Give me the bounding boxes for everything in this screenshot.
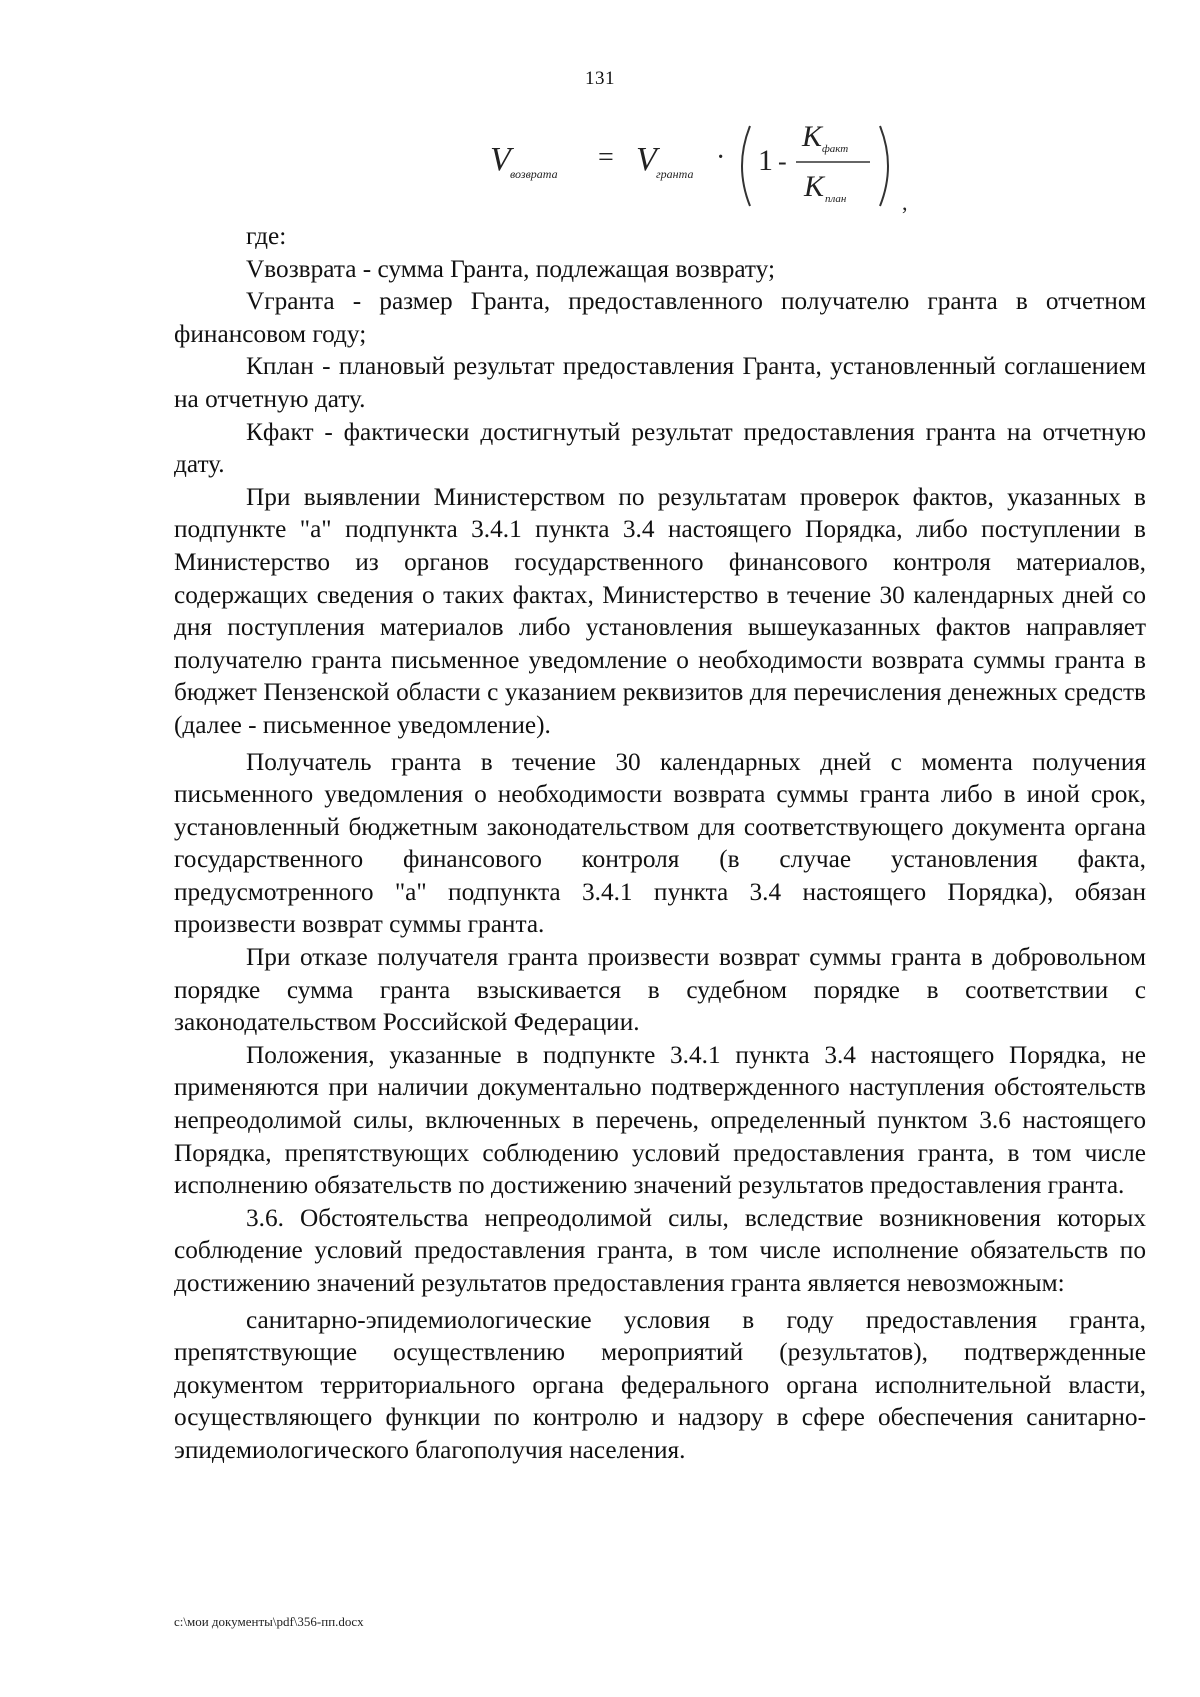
formula-numerator-symbol: K: [802, 120, 823, 153]
paragraph-refusal: При отказе получателя гранта произвести возврат суммы гранта в добровольном порядке сумма гранта взыскивается в судебном порядке в соответствии с законодательством Российской Федерации.: [174, 943, 1146, 1037]
document-body: [174, 220, 1146, 1467]
paragraph-k-fact: Кфакт - фактически достигнутый результат предоставления гранта на отчетную дату.: [174, 417, 1146, 479]
formula-one: 1: [758, 144, 773, 177]
formula-lhs-symbol: V: [490, 141, 511, 178]
formula-right-paren: [880, 126, 888, 206]
paragraph-v-grant: Vгранта - размер Гранта, предоставленного получателю гранта в отчетном финансовом году;: [174, 287, 1146, 348]
formula-times: ·: [716, 142, 726, 173]
paragraph-grant-return: Получатель гранта в течение 30 календарных дней с момента получения письменного уведомления о необходимости возврата суммы гранта либо в иной срок, установленный бюджетным законодательством для соответствующего документа органа государственного финансового контроля (в случае установления факта, предусмотренного "а" подпункта 3.4.1 пункта 3.4 настоящего Порядка), обязан произвести возврат суммы гранта.: [174, 747, 1146, 939]
formula-rhs-symbol: V: [636, 141, 657, 178]
formula-equals: =: [598, 142, 614, 173]
formula-comma: ,: [902, 190, 908, 215]
paragraph-sanitary-conditions: санитарно-эпидемиологические условия в году предоставления гранта, препятствующие осуществлению мероприятий (результатов), подтвержденные документом территориального органа федерального органа исполнительной власти, осуществляющего функции по контролю и надзору в сфере обеспечения санитарно-эпидемиологического благополучия населения.: [174, 1305, 1146, 1464]
paragraph-k-plan: Кплан - плановый результат предоставления Гранта, установленный соглашением на отчетную дату.: [174, 352, 1146, 413]
formula-rhs-subscript: гранта: [656, 167, 694, 181]
formula-minus: -: [778, 147, 787, 176]
paragraph-force-majeure: 3.6. Обстоятельства непреодолимой силы, вследствие возникновения которых соблюдение условий предоставления гранта, в том числе исполнение обязательств по достижению значений результатов предоставления гранта является невозможным:: [174, 1203, 1146, 1297]
paragraph-where: где:: [246, 222, 287, 250]
page-number: 131: [585, 68, 615, 89]
formula-denominator-symbol: K: [804, 170, 825, 203]
footer-file-path: c:\мои документы\pdf\356-пп.docx: [174, 1614, 364, 1629]
paragraph-ministry-detection: При выявлении Министерством по результатам проверок фактов, указанных в подпункте "а" подпункта 3.4.1 пункта 3.4 настоящего Порядка, либо поступлении в Министерство из органов государственного финансового контроля материалов, содержащих сведения о таких фактах, Министерство в течение 30 календарных дней со дня поступления материалов либо установления вышеуказанных фактов направляет получателю гранта письменное уведомление о необходимости возврата суммы гранта в бюджет Пензенской области с указанием реквизитов для перечисления денежных средств (далее - письменное уведомление).: [174, 482, 1146, 739]
formula-lhs-subscript: возврата: [510, 167, 558, 181]
paragraph-v-return: Vвозврата - сумма Гранта, подлежащая возврату;: [246, 254, 775, 283]
formula-left-paren: [742, 126, 750, 206]
formula-numerator-subscript: факт: [822, 143, 849, 155]
formula-denominator-subscript: план: [825, 193, 847, 205]
paragraph-provisions: Положения, указанные в подпункте 3.4.1 пункта 3.4 настоящего Порядка, не применяются при наличии документально подтвержденного наступления обстоятельств непреодолимой силы, включенных в перечень, определенный пунктом 3.6 настоящего Порядка, препятствующих соблюдению условий предоставления гранта, в том числе исполнению обязательств по достижению значений результатов предоставления гранта.: [174, 1040, 1146, 1200]
formula-image: [488, 118, 918, 218]
